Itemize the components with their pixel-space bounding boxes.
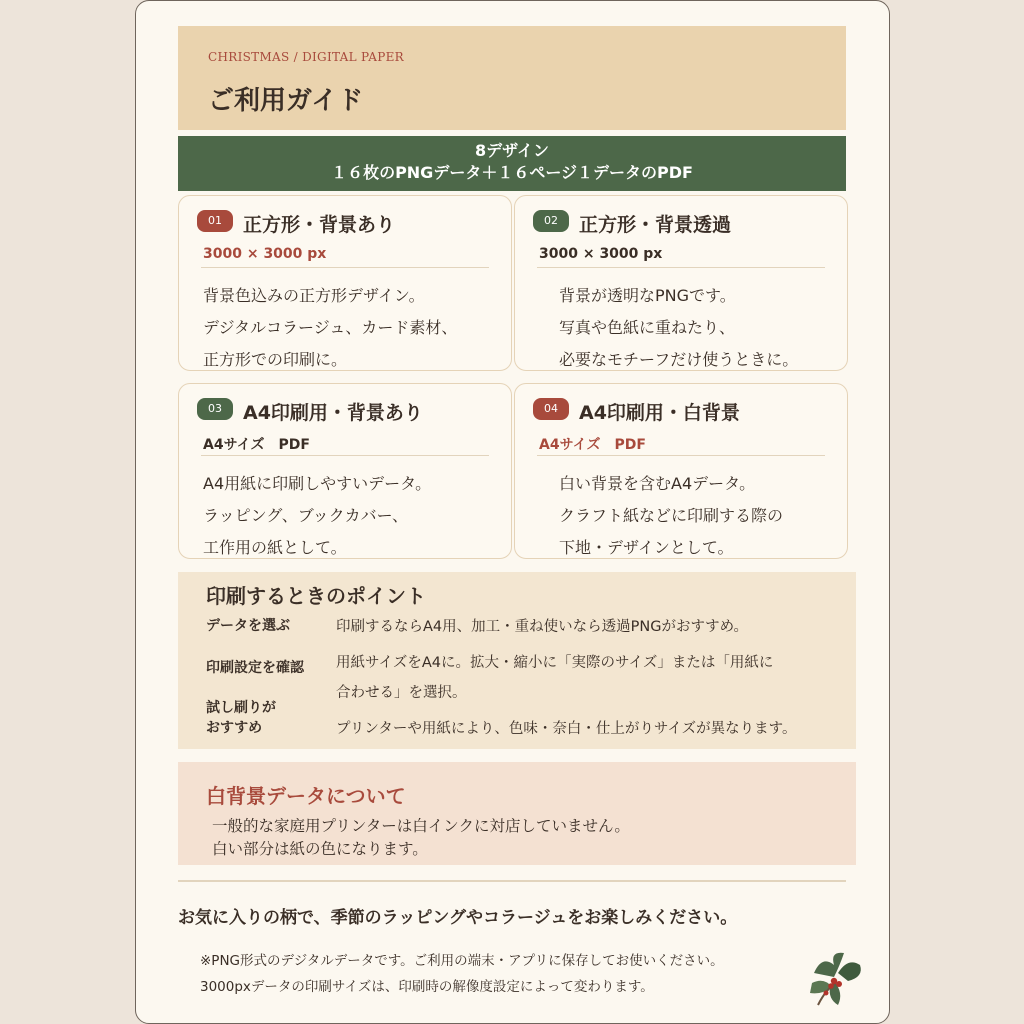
tile-divider bbox=[201, 455, 489, 456]
tile-spec: A4サイズ PDF bbox=[539, 437, 646, 453]
tile-line: 工作用の紙として。 bbox=[203, 538, 347, 557]
tile-divider bbox=[201, 267, 489, 268]
tile-line: クラフト紙などに印刷する際の bbox=[559, 506, 784, 525]
tile-line: 正方形での印刷に。 bbox=[203, 350, 348, 369]
holly-icon bbox=[804, 943, 868, 1013]
tile-line: 背景が透明なPNGです。 bbox=[559, 286, 736, 305]
tile-divider bbox=[537, 267, 825, 268]
tile-line: ラッピング、ブックカバー、 bbox=[203, 506, 408, 525]
option-tile-01 bbox=[178, 195, 512, 371]
tip-label: 試し刷りが bbox=[206, 700, 276, 716]
footnote: ※PNG形式のデジタルデータです。ご利用の端末・アプリに保存してお使いください。 bbox=[200, 953, 724, 969]
tile-line: 写真や色紙に重ねたり、 bbox=[559, 318, 736, 337]
header-tag: CHRISTMAS / DIGITAL PAPER bbox=[208, 50, 404, 64]
divider bbox=[178, 880, 846, 882]
white-background-line: 白い部分は紙の色になります。 bbox=[212, 840, 428, 858]
tile-line: 必要なモチーフだけ使うときに。 bbox=[559, 350, 799, 369]
tile-title: A4印刷用・白背景 bbox=[579, 402, 740, 424]
tip-label: データを選ぶ bbox=[206, 618, 290, 634]
print-tips-panel bbox=[178, 572, 856, 749]
tile-spec: 3000 × 3000 px bbox=[203, 246, 327, 262]
banner-line-1: 8デザイン bbox=[474, 141, 549, 160]
option-tile-03 bbox=[178, 383, 512, 559]
tile-title: A4印刷用・背景あり bbox=[243, 402, 423, 424]
tip-text: 印刷するならA4用、加工・重ね使いなら透過PNGがおすすめ。 bbox=[336, 619, 749, 635]
tile-line: 下地・デザインとして。 bbox=[559, 538, 734, 557]
closing-message: お気に入りの柄で、季節のラッピングやコラージュをお楽しみください。 bbox=[178, 908, 738, 928]
page-title: ご利用ガイド bbox=[208, 86, 364, 116]
tile-description bbox=[203, 280, 457, 376]
guide-card bbox=[135, 0, 890, 1024]
tile-number-badge: 04 bbox=[533, 398, 569, 420]
option-tile-04 bbox=[514, 383, 848, 559]
tile-divider bbox=[537, 455, 825, 456]
option-tile-02 bbox=[514, 195, 848, 371]
tile-line: A4用紙に印刷しやすいデータ。 bbox=[203, 474, 432, 493]
tip-text: 用紙サイズをA4に。拡大・縮小に「実際のサイズ」または「用紙に bbox=[336, 655, 774, 671]
white-background-panel bbox=[178, 762, 856, 865]
banner-line-2: １６枚のPNGデータ＋１６ページ１データのPDF bbox=[331, 163, 693, 182]
tile-line: デジタルコラージュ、カード素材、 bbox=[203, 318, 458, 337]
tile-description bbox=[203, 468, 431, 564]
tip-label: おすすめ bbox=[206, 720, 263, 736]
print-tips-heading: 印刷するときのポイント bbox=[206, 584, 426, 608]
tip-text: プリンターや用紙により、色味・奈白・仕上がりサイズが異なります。 bbox=[336, 721, 797, 737]
tile-line: 白い背景を含むA4データ。 bbox=[559, 474, 756, 493]
tile-spec: A4サイズ PDF bbox=[203, 437, 310, 453]
tile-title: 正方形・背景あり bbox=[243, 214, 396, 236]
tip-label: 印刷設定を確認 bbox=[206, 660, 304, 676]
tile-line: 背景色込みの正方形デザイン。 bbox=[203, 286, 425, 305]
tile-description bbox=[559, 468, 783, 564]
header-panel bbox=[178, 26, 846, 130]
design-count-banner bbox=[178, 136, 846, 191]
footnote: 3000pxデータの印刷サイズは、印刷時の解像度設定によって変わります。 bbox=[200, 979, 654, 995]
tile-number-badge: 03 bbox=[197, 398, 233, 420]
tile-number-badge: 02 bbox=[533, 210, 569, 232]
tile-spec: 3000 × 3000 px bbox=[539, 246, 663, 262]
white-background-line: 一般的な家庭用プリンターは白インクに対店していません。 bbox=[212, 817, 630, 835]
tile-description bbox=[559, 280, 798, 376]
tip-text: 合わせる」を選択。 bbox=[336, 685, 467, 701]
white-background-heading: 白背景データについて bbox=[206, 784, 406, 808]
tile-number-badge: 01 bbox=[197, 210, 233, 232]
tile-title: 正方形・背景透過 bbox=[579, 214, 732, 236]
